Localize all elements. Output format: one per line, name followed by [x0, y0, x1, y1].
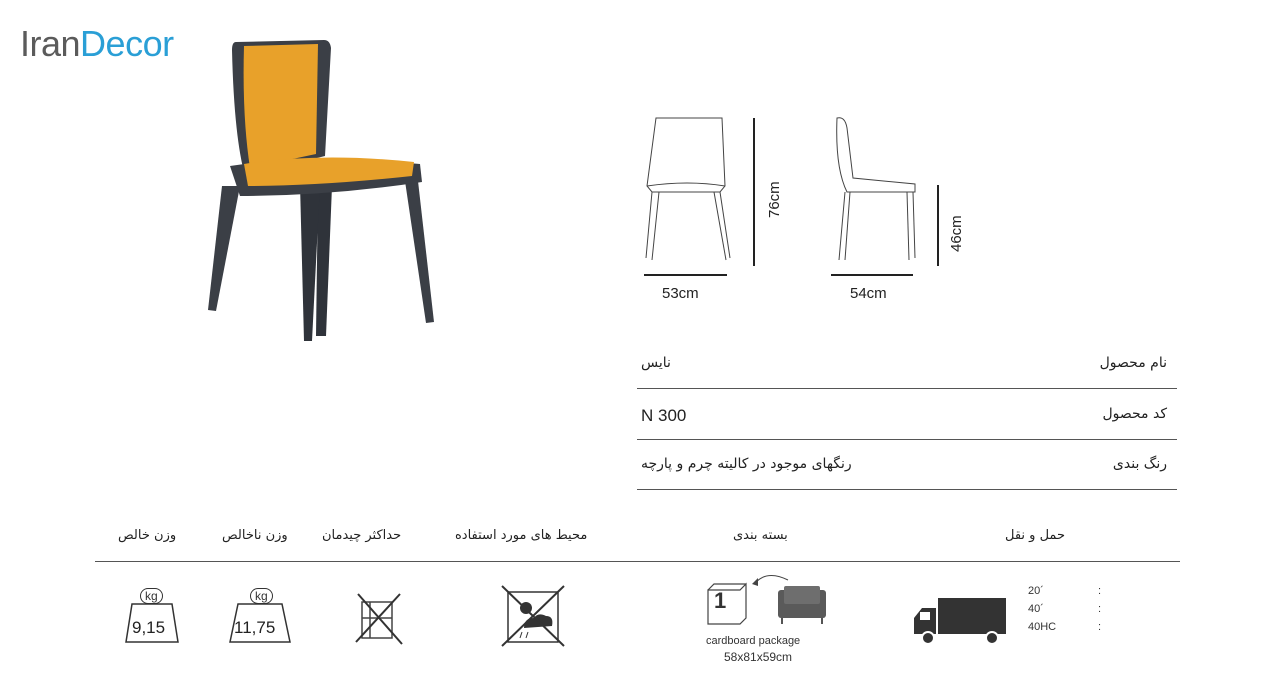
- section-divider: [95, 561, 1180, 562]
- container-list: [1028, 582, 1056, 636]
- chair-photo: [200, 36, 445, 346]
- container-sep: :: [1098, 603, 1102, 615]
- container-values: [1098, 582, 1101, 636]
- spec-label: رنگ بندی: [1112, 456, 1167, 472]
- row-divider: [637, 489, 1177, 490]
- side-depth-label: 54cm: [850, 285, 887, 302]
- logo-text-decor: Decor: [80, 23, 174, 64]
- gross-weight-unit: kg: [250, 588, 273, 604]
- transport-heading: حمل و نقل: [1005, 528, 1065, 543]
- seat-height-label: 46cm: [948, 215, 965, 252]
- height-label: 76cm: [766, 181, 783, 218]
- container-40hc: 40HC: [1028, 621, 1057, 633]
- logo-text-iran: Iran: [20, 23, 81, 64]
- net-weight-heading: وزن خالص: [118, 528, 177, 543]
- usage-env-heading: محیط های مورد استفاده: [455, 528, 588, 543]
- spec-label: نام محصول: [1099, 355, 1167, 371]
- front-width-label: 53cm: [662, 285, 699, 302]
- row-divider: [637, 388, 1177, 389]
- spec-value: نایس: [641, 355, 671, 371]
- spec-row-colors: [637, 450, 1177, 490]
- gross-weight-value: 11,75: [234, 618, 276, 637]
- spec-value: N 300: [641, 406, 687, 425]
- brand-logo: [20, 24, 174, 64]
- container-sep: :: [1098, 585, 1102, 597]
- no-stack-icon: [352, 588, 408, 648]
- gross-weight-icon: [220, 584, 300, 646]
- spec-row-name: [637, 349, 1177, 389]
- indoor-only-icon: [500, 584, 566, 648]
- package-count: 1: [714, 588, 727, 613]
- packaging-heading: بسته بندی: [733, 528, 788, 543]
- row-divider: [637, 439, 1177, 440]
- net-weight-value: 9,15: [132, 618, 166, 637]
- net-weight-unit: kg: [140, 588, 163, 604]
- spec-row-code: [637, 400, 1177, 440]
- packaging-icon: [702, 572, 842, 672]
- spec-value: رنگهای موجود در کالیته چرم و پارچه: [641, 456, 852, 472]
- container-40: 40´: [1028, 603, 1044, 615]
- container-20: 20´: [1028, 585, 1044, 597]
- package-size: 58x81x59cm: [724, 650, 793, 664]
- container-sep: :: [1098, 621, 1102, 633]
- truck-icon: [910, 594, 1010, 650]
- package-type: cardboard package: [706, 635, 801, 647]
- gross-weight-heading: وزن ناخالص: [222, 528, 288, 543]
- net-weight-icon: [112, 584, 192, 646]
- max-stack-heading: حداکثر چیدمان: [322, 528, 402, 543]
- side-view-drawing: [825, 108, 985, 308]
- spec-label: کد محصول: [1102, 406, 1167, 422]
